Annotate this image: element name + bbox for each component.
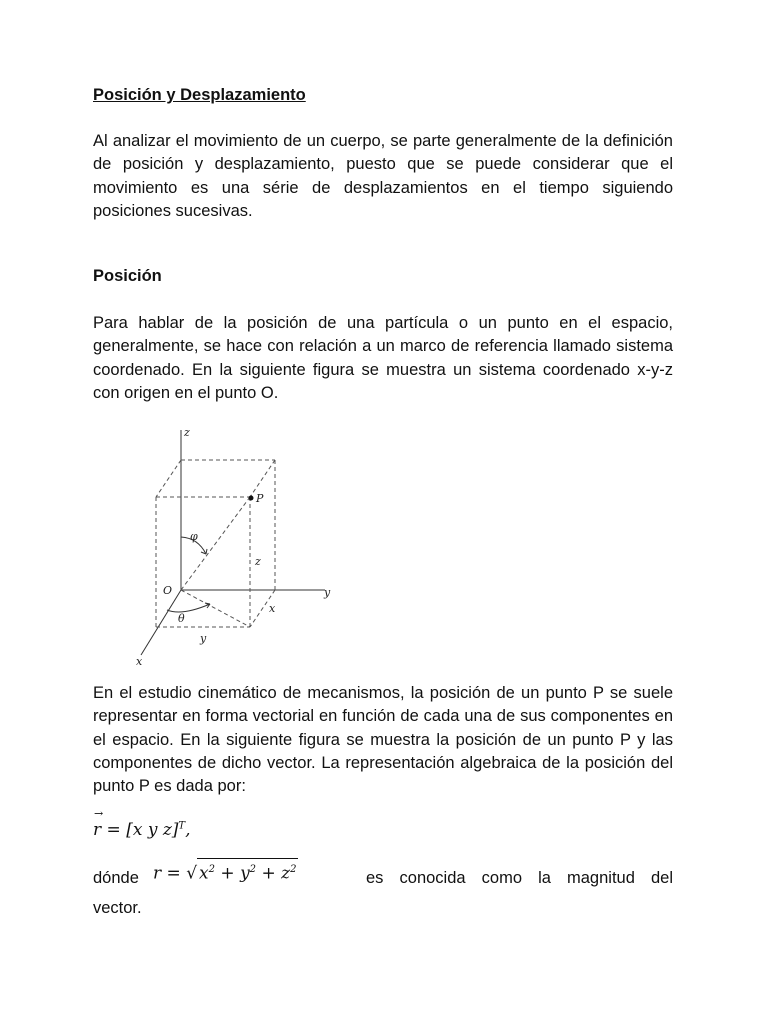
transpose-exponent: T <box>178 820 186 832</box>
theta-label: θ <box>178 612 185 625</box>
section-heading: Posición <box>93 267 162 285</box>
term-y: y <box>240 863 250 884</box>
x-axis-label: x <box>136 655 143 668</box>
position-vector-formula <box>93 807 191 854</box>
phi-label: φ <box>190 530 198 543</box>
formula-comma: , <box>185 820 191 840</box>
position-vector <box>181 497 250 590</box>
x-axis-line <box>141 590 181 655</box>
magnitude-formula <box>153 858 298 885</box>
donde-word: dónde <box>93 869 139 887</box>
section-paragraph: Para hablar de la posición de una partícula o un punto en el espacio, generalmente, se hace con relación a un marco de referencia llamado sistema coordenado. En la siguiente figura se muestra un sistema coordenado x-y-z con origen en el punto O. <box>93 314 673 402</box>
origin-label: O <box>163 584 173 597</box>
magnitude-equals: = √ <box>161 863 198 884</box>
theta-arc <box>167 604 210 612</box>
magnitude-symbol: r <box>153 863 162 884</box>
vector-symbol: r <box>93 820 102 840</box>
projection-line <box>181 590 250 627</box>
final-line: vector. <box>93 899 142 917</box>
magnitude-description: es conocida como la magnitud del <box>366 869 673 887</box>
vector-r <box>93 807 104 840</box>
vector-rhs: = [x y z] <box>101 820 179 840</box>
x-component-label: x <box>269 602 276 615</box>
z-component-label: z <box>255 555 261 568</box>
magnitude-line <box>93 858 673 896</box>
y-component-label: y <box>200 632 207 645</box>
y-axis-label: y <box>324 586 331 599</box>
intro-paragraph: Al analizar el movimiento de un cuerpo, se parte generalmente de la definición de posición y desplazamiento, puesto que se puede considerar que el movimiento es una série de desplazamientos en el tiempo siguiendo posiciones sucesivas. <box>93 132 673 220</box>
kinematics-paragraph: En el estudio cinemático de mecanismos, la posición de un punto P se suele representar en forma vectorial en función de cada una de sus componentes en el espacio. En la siguiente figura se muestra la posición de un punto P y las componentes de dicho vector. La representación algebraica de la posición del punto P es dada por: <box>93 684 673 796</box>
document-title: Posición y Desplazamiento <box>93 86 306 104</box>
point-p-marker <box>249 496 254 501</box>
radicand: $x^2 + y^2 + z^2$ <box>197 858 298 885</box>
z-axis-label: z <box>184 426 190 439</box>
coordinate-system-figure <box>120 420 350 670</box>
term-x: x <box>199 863 209 884</box>
vector-arrow: → <box>94 807 104 820</box>
term-z: z <box>281 863 291 884</box>
coordinate-diagram <box>120 420 350 670</box>
point-p-label: P <box>256 492 264 505</box>
